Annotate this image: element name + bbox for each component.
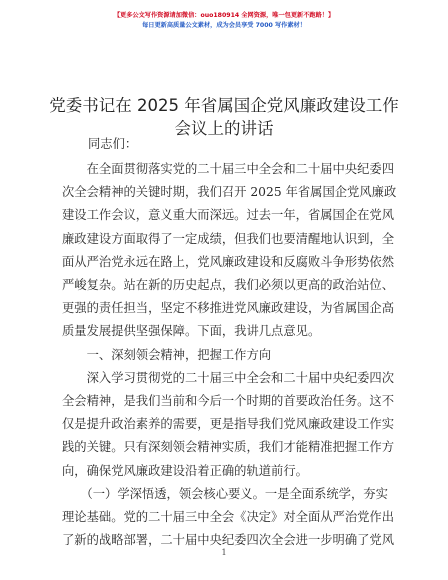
body-line: 面从严治党永远在路上，党风廉政建设和反腐败斗争形势依然 xyxy=(62,254,395,269)
body-line: 次全会精神的关键时期，我们召开 2025 年省属国企党风廉政 xyxy=(62,185,397,200)
body-line: 全会精神，是我们当前和今后一个时期的首要政治任务。这不 xyxy=(62,394,395,408)
body-line: 质量发展提供坚强保障。下面，我讲几点意见。 xyxy=(62,324,321,339)
body-line: 向，确保党风廉政建设沿着正确的轨道前行。 xyxy=(62,463,308,478)
body-line: 了新的战略部署，二十届中央纪委四次全会进一步明确了党风 xyxy=(62,533,395,548)
section-heading: 一、深刻领会精神，把握工作方向 xyxy=(62,347,272,362)
body-line: 严峻复杂。站在新的历史起点，我们必须以更高的政治站位、 xyxy=(62,278,395,292)
body-line: 更强的责任担当，坚定不移推进党风廉政建设，为省属国企高 xyxy=(62,301,395,316)
body-line: 廉政建设方面取得了一定成绩，但我们也要清醒地认识到，全 xyxy=(62,231,395,246)
promo-banner-line-2: 每日更新高质量公文素材，成为会员享受 7000 写作素材！ xyxy=(142,22,306,29)
page-number: 1 xyxy=(221,548,227,557)
body-line: 理论基础。党的二十届三中全会《决定》对全面从严治党作出 xyxy=(62,510,395,524)
salutation: 同志们： xyxy=(88,137,138,151)
body-line: 建设工作会议，意义重大而深远。过去一年，省属国企在党风 xyxy=(62,208,395,223)
document-title-line-2: 会议上的讲话 xyxy=(174,119,274,138)
body-line: 深入学习贯彻党的二十届三中全会和二十届中央纪委四次 xyxy=(62,370,395,385)
document-title-line-1: 党委书记在 2025 年省属国企党风廉政建设工作 xyxy=(49,96,399,115)
body-line: 践的关键。只有深刻领会精神实质，我们才能精准把握工作方 xyxy=(62,440,395,455)
promo-banner-line-1: 【更多公文写作资源请加微信：ouo180914 全网资源，唯一包更新不跑路！】 xyxy=(113,12,335,19)
body-line: （一）学深悟透，领会核心要义。一是全面系统学，夯实 xyxy=(62,486,388,501)
body-line: 在全面贯彻落实党的二十届三中全会和二十届中央纪委四 xyxy=(62,162,395,176)
body-line: 仅是提升政治素养的需要，更是指导我们党风廉政建设工作实 xyxy=(62,417,395,432)
